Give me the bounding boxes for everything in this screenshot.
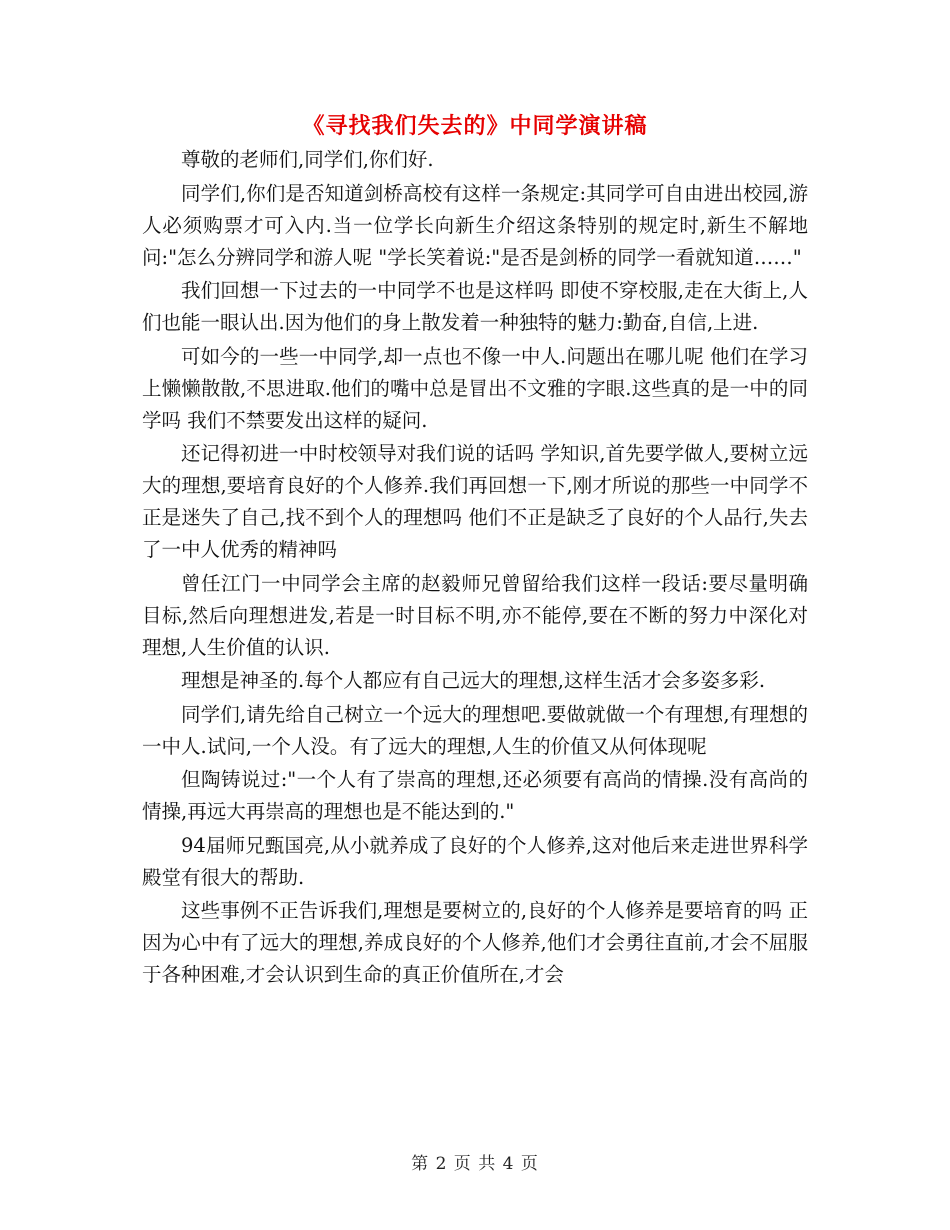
paragraph: 尊敬的老师们,同学们,你们好. — [181, 148, 434, 171]
document-body — [142, 144, 808, 993]
paragraph: 同学们,请先给自己树立一个远大的理想吧.要做就做一个有理想,有理想的一中人.试问,一个人没。有了远大的理想,人生的价值又从何体现呢 — [142, 702, 808, 758]
paragraph: 94届师兄甄国亮,从小就养成了良好的个人修养,这对他后来走进世界科学殿堂有很大的帮助. — [142, 833, 808, 889]
paragraph: 这些事例不正告诉我们,理想是要树立的,良好的个人修养是要培育的吗 正因为心中有了远大的理想,养成良好的个人修养,他们才会勇往直前,才会不屈服于各种困难,才会认识到生命的真正价值所在,才会 — [142, 899, 808, 986]
paragraph: 可如今的一些一中同学,却一点也不像一中人.问题出在哪儿呢 他们在学习上懒懒散散,不思进取.他们的嘴中总是冒出不文雅的字眼.这些真的是一中的同学吗 我们不禁要发出这样的疑问. — [142, 344, 808, 432]
paragraph: 同学们,你们是否知道剑桥高校有这样一条规定:其同学可自由进出校园,游人必须购票才可入内.当一位学长向新生介绍这条特别的规定时,新生不解地问:"怎么分辨同学和游人呢 "学长笑着说:"是否是剑桥的同学一看就知道……" — [142, 181, 808, 269]
paragraph: 曾任江门一中同学会主席的赵毅师兄曾留给我们这样一段话:要尽量明确目标,然后向理想进发,若是一时目标不明,亦不能停,要在不断的努力中深化对理想,人生价值的认识. — [142, 571, 808, 659]
paragraph: 理想是神圣的.每个人都应有自己远大的理想,这样生活才会多姿多彩. — [181, 669, 766, 692]
paragraph: 但陶铸说过:"一个人有了崇高的理想,还必须要有高尚的情操.没有高尚的情操,再远大再崇高的理想也是不能达到的." — [142, 768, 808, 823]
page-title: 《寻找我们失去的》中同学演讲稿 — [302, 114, 648, 139]
page-footer: 第 2 页 共 4 页 — [411, 1154, 539, 1174]
paragraph: 我们回想一下过去的一中同学不也是这样吗 即使不穿校服,走在大街上,人们也能一眼认出.因为他们的身上散发着一种独特的魅力:勤奋,自信,上进. — [142, 279, 808, 334]
paragraph: 还记得初进一中时校领导对我们说的话吗 学知识,首先要学做人,要树立远大的理想,要培育良好的个人修养.我们再回想一下,刚才所说的那些一中同学不正是迷失了自己,找不到个人的理想吗 他们不正是缺乏了良好的个人品行,失去了一中人优秀的精神吗 — [142, 442, 808, 561]
